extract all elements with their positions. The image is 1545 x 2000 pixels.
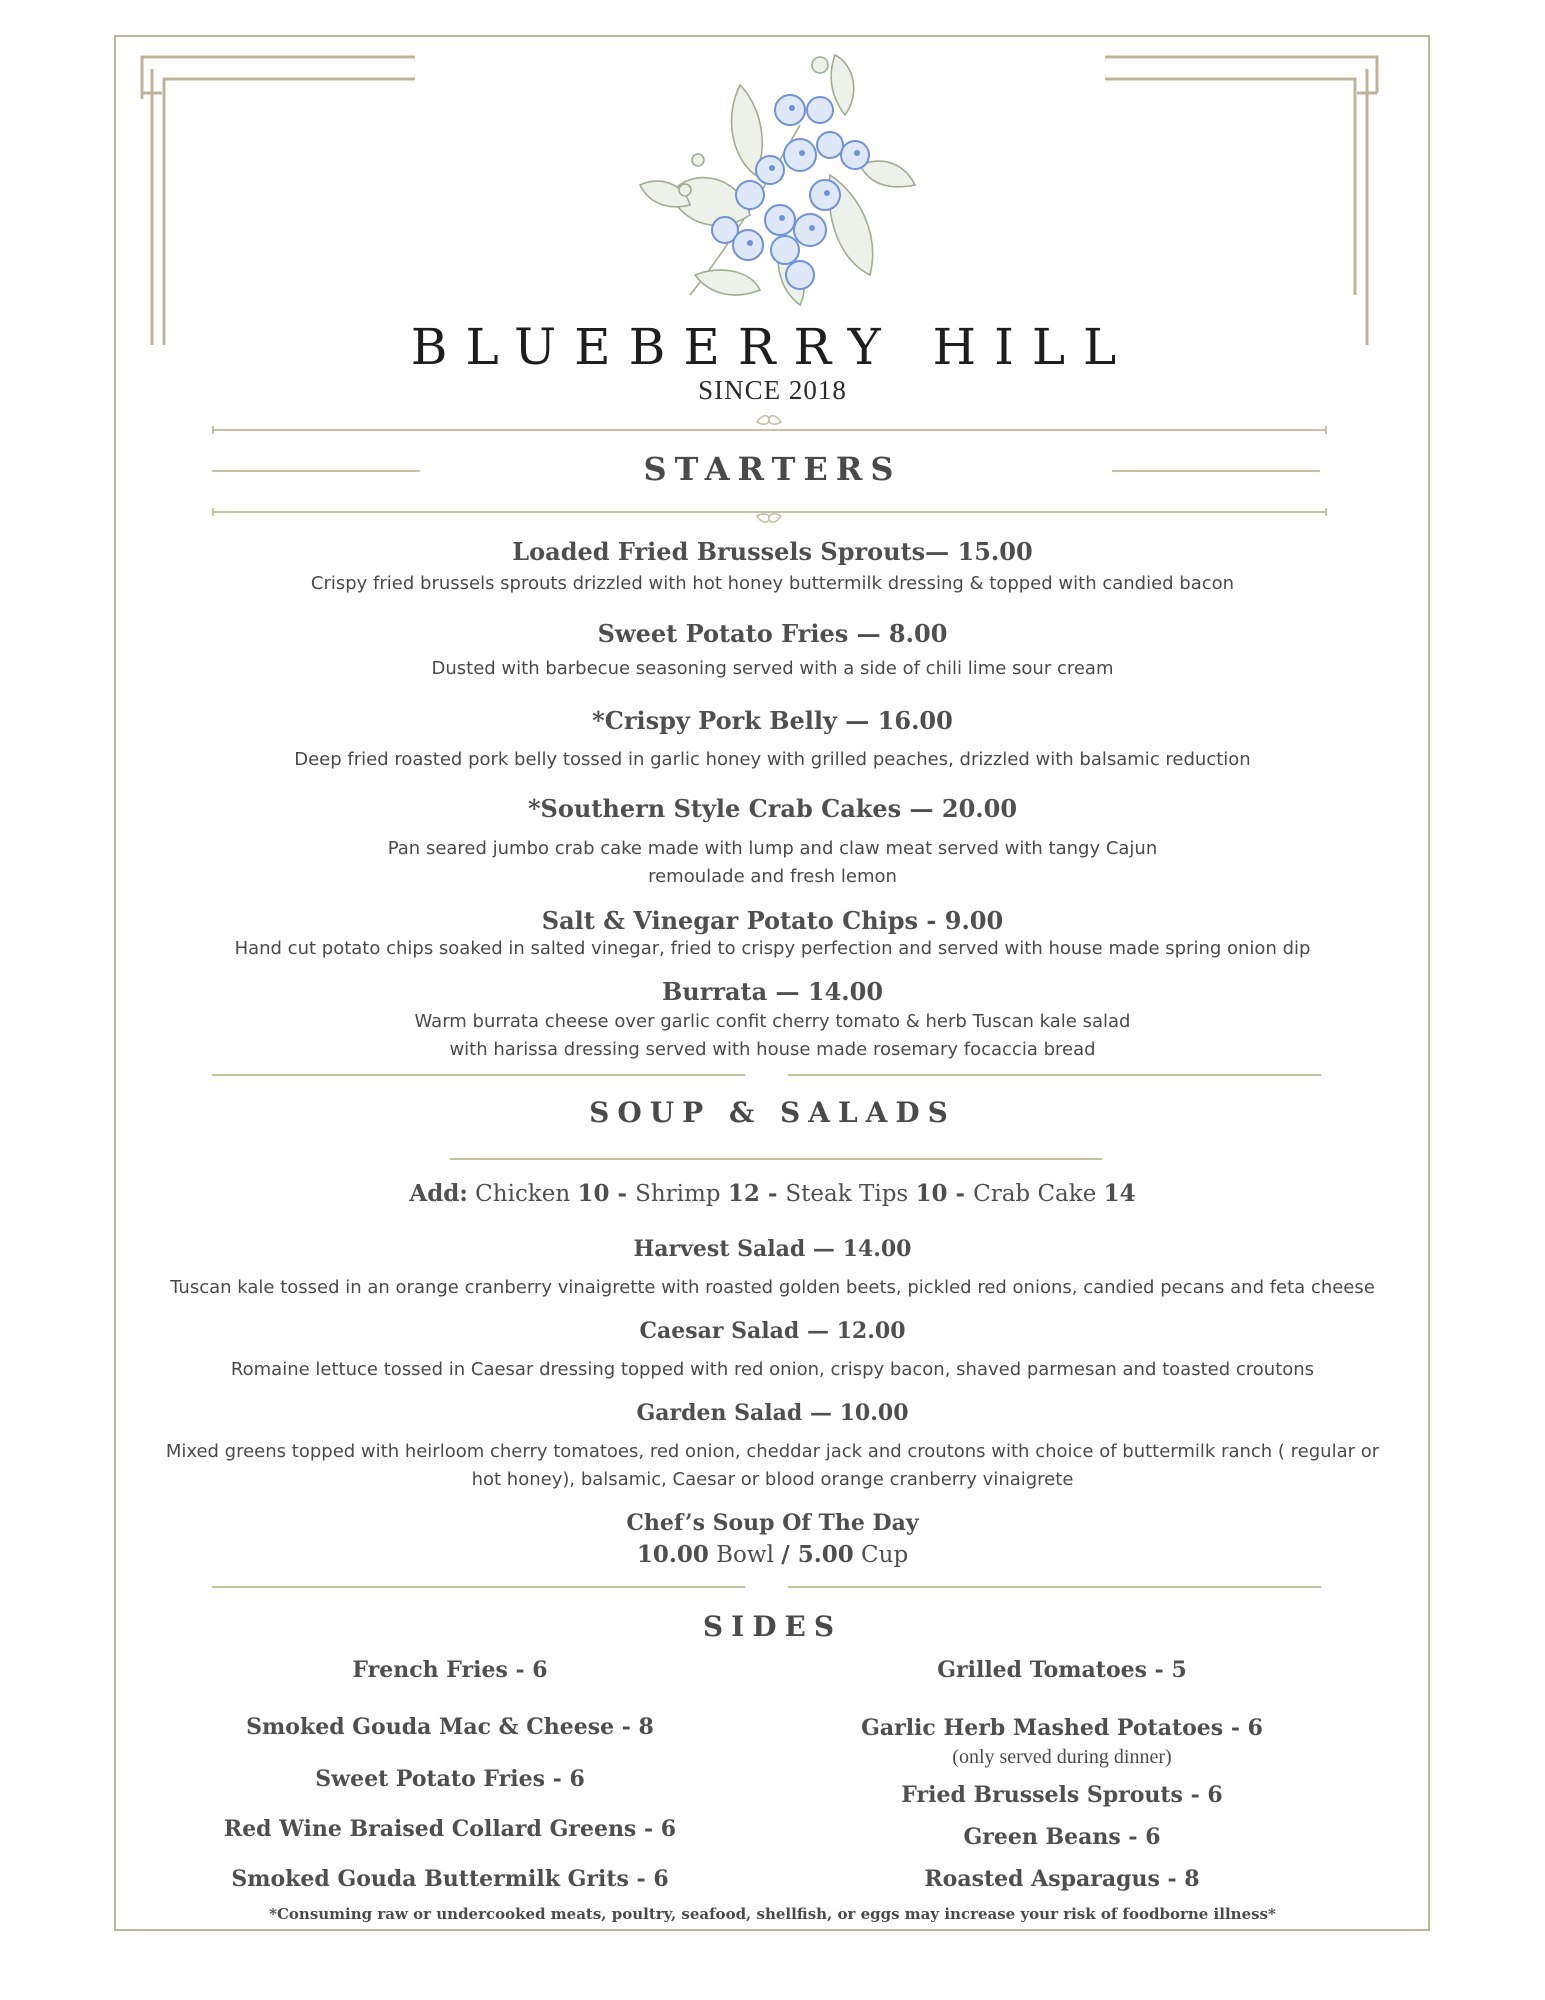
ornament-divider-top	[212, 412, 1327, 436]
side-item: Smoked Gouda Mac & Cheese - 8	[246, 1714, 654, 1740]
salad-title: Harvest Salad — 14.00	[633, 1236, 912, 1262]
side-item: Sweet Potato Fries - 6	[315, 1766, 585, 1792]
side-item: Fried Brussels Sprouts - 6	[901, 1782, 1223, 1808]
starter-desc: Deep fried roasted pork belly tossed in garlic honey with grilled peaches, drizzled with balsamic reduction	[294, 749, 1251, 770]
add-option-price: 10	[915, 1180, 948, 1207]
corner-ornament-top-right	[1105, 55, 1405, 355]
salad-desc: hot honey), balsamic, Caesar or blood orange cranberry vinaigrete	[471, 1469, 1074, 1490]
soup-prices	[0, 1541, 1545, 1568]
salad-title: Caesar Salad — 12.00	[639, 1318, 906, 1344]
soup-title: Chef’s Soup Of The Day	[626, 1510, 919, 1536]
add-separator: -	[947, 1180, 974, 1207]
starter-desc: Dusted with barbecue seasoning served with a side of chili lime sour cream	[431, 658, 1114, 679]
blueberry-branch-illustration	[630, 45, 920, 315]
brand-since: SINCE 2018	[698, 375, 847, 405]
add-option-price: 12	[727, 1180, 760, 1207]
add-option-price: 10	[577, 1180, 610, 1207]
brand-name: BLUEBERRY HILL	[410, 318, 1135, 376]
add-option-price: 14	[1103, 1180, 1136, 1207]
add-option-name: Steak Tips	[785, 1181, 916, 1207]
section-heading-soup-salads: SOUP & SALADS	[589, 1096, 956, 1129]
soups-rule-top-right	[788, 1074, 1321, 1076]
add-separator: -	[609, 1180, 636, 1207]
salad-desc: Mixed greens topped with heirloom cherry tomatoes, red onion, cheddar jack and croutons with choice of buttermilk ranch ( regular or	[165, 1441, 1380, 1462]
side-item: French Fries - 6	[352, 1657, 548, 1683]
starter-desc: with harissa dressing served with house made rosemary focaccia bread	[449, 1039, 1096, 1060]
section-heading-starters: STARTERS	[643, 450, 902, 488]
starter-desc: remoulade and fresh lemon	[648, 866, 897, 887]
salad-title: Garden Salad — 10.00	[636, 1400, 909, 1426]
add-protein-line	[0, 1180, 1545, 1207]
side-item: Garlic Herb Mashed Potatoes - 6	[861, 1715, 1263, 1741]
add-separator: -	[759, 1180, 786, 1207]
soup-bowl-label: Bowl	[708, 1542, 782, 1568]
soup-cup-price: 5.00	[797, 1541, 854, 1568]
starter-desc: Pan seared jumbo crab cake made with lump and claw meat served with tangy Cajun	[387, 838, 1158, 859]
starter-desc: Warm burrata cheese over garlic confit cherry tomato & herb Tuscan kale salad	[414, 1011, 1131, 1032]
salad-desc: Romaine lettuce tossed in Caesar dressing topped with red onion, crispy bacon, shaved parmesan and toasted croutons	[230, 1359, 1315, 1380]
soup-bowl-price: 10.00	[636, 1541, 709, 1568]
side-item-note: (only served during dinner)	[952, 1746, 1172, 1768]
side-item: Smoked Gouda Buttermilk Grits - 6	[231, 1866, 669, 1892]
starter-desc: Crispy fried brussels sprouts drizzled with hot honey buttermilk dressing & topped with candied bacon	[310, 573, 1235, 594]
add-option-name: Chicken	[467, 1181, 578, 1207]
add-option-name: Shrimp	[635, 1181, 728, 1207]
starter-title: Sweet Potato Fries — 8.00	[597, 619, 948, 648]
side-item: Grilled Tomatoes - 5	[937, 1657, 1187, 1683]
soups-rule-under-heading	[450, 1158, 1102, 1160]
add-option-name: Crab Cake	[973, 1181, 1104, 1207]
add-label: Add:	[409, 1180, 468, 1207]
soup-cup-label: Cup	[853, 1542, 909, 1568]
corner-ornament-top-left	[140, 55, 440, 355]
starter-title: Burrata — 14.00	[661, 977, 884, 1006]
starter-desc: Hand cut potato chips soaked in salted vinegar, fried to crispy perfection and served with house made spring onion dip	[234, 938, 1311, 959]
soups-rule-top-left	[212, 1074, 745, 1076]
food-safety-footnote: *Consuming raw or undercooked meats, poultry, seafood, shellfish, or eggs may increase your risk of foodborne illness*	[269, 1905, 1276, 1923]
side-item: Green Beans - 6	[963, 1824, 1161, 1850]
side-item: Red Wine Braised Collard Greens - 6	[223, 1816, 677, 1842]
section-heading-sides: SIDES	[702, 1610, 843, 1643]
soup-slash: /	[781, 1541, 798, 1568]
side-item: Roasted Asparagus - 8	[924, 1866, 1200, 1892]
starter-title: *Crispy Pork Belly — 16.00	[592, 706, 953, 735]
ornament-divider-bottom	[212, 502, 1327, 526]
sides-rule-left	[212, 1586, 745, 1588]
sides-rule-right	[788, 1586, 1321, 1588]
salad-desc: Tuscan kale tossed in an orange cranberry vinaigrette with roasted golden beets, pickled red onions, candied pecans and feta cheese	[170, 1277, 1375, 1298]
starter-title: Loaded Fried Brussels Sprouts— 15.00	[512, 537, 1033, 566]
starter-title: Salt & Vinegar Potato Chips - 9.00	[541, 906, 1004, 935]
starter-title: *Southern Style Crab Cakes — 20.00	[527, 794, 1018, 823]
